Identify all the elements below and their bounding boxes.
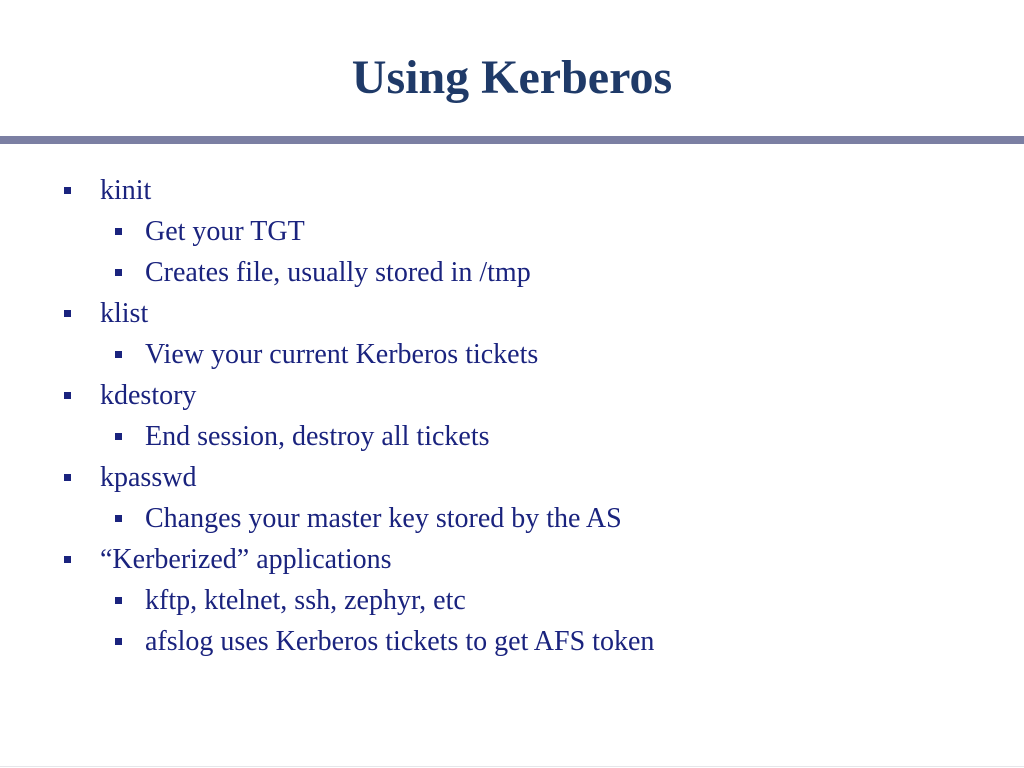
title-divider <box>0 136 1024 144</box>
square-bullet-icon <box>64 310 71 317</box>
square-bullet-icon <box>115 351 122 358</box>
sub-bullet-item <box>0 621 1024 662</box>
bottom-border <box>0 766 1024 767</box>
sub-bullet-item <box>0 334 1024 375</box>
sub-bullet-item <box>0 416 1024 457</box>
sub-bullet-text: kftp, ktelnet, ssh, zephyr, etc <box>145 585 466 616</box>
square-bullet-icon <box>115 515 122 522</box>
sub-bullet-text: afslog uses Kerberos tickets to get AFS token <box>145 626 655 657</box>
bullet-item <box>0 375 1024 416</box>
bullet-item <box>0 457 1024 498</box>
bullet-text: kpasswd <box>100 462 197 493</box>
bullet-text: “Kerberized” applications <box>100 544 392 575</box>
sub-bullet-text: End session, destroy all tickets <box>145 421 490 452</box>
square-bullet-icon <box>115 638 122 645</box>
bullet-item <box>0 170 1024 211</box>
square-bullet-icon <box>115 597 122 604</box>
sub-bullet-text: Changes your master key stored by the AS <box>145 503 622 534</box>
sub-bullet-item <box>0 580 1024 621</box>
bullet-item <box>0 539 1024 580</box>
sub-bullet-text: View your current Kerberos tickets <box>145 339 539 370</box>
square-bullet-icon <box>115 228 122 235</box>
sub-bullet-text: Creates file, usually stored in /tmp <box>145 257 531 288</box>
bullet-list <box>0 170 1024 662</box>
slide-title: Using Kerberos <box>351 51 673 104</box>
square-bullet-icon <box>64 187 71 194</box>
square-bullet-icon <box>115 433 122 440</box>
sub-bullet-item <box>0 498 1024 539</box>
sub-bullet-text: Get your TGT <box>145 216 305 247</box>
square-bullet-icon <box>115 269 122 276</box>
bullet-text: kinit <box>100 175 152 206</box>
bullet-text: kdestory <box>100 380 197 411</box>
square-bullet-icon <box>64 392 71 399</box>
square-bullet-icon <box>64 474 71 481</box>
sub-bullet-item <box>0 252 1024 293</box>
sub-bullet-item <box>0 211 1024 252</box>
bullet-text: klist <box>100 298 149 329</box>
bullet-item <box>0 293 1024 334</box>
square-bullet-icon <box>64 556 71 563</box>
